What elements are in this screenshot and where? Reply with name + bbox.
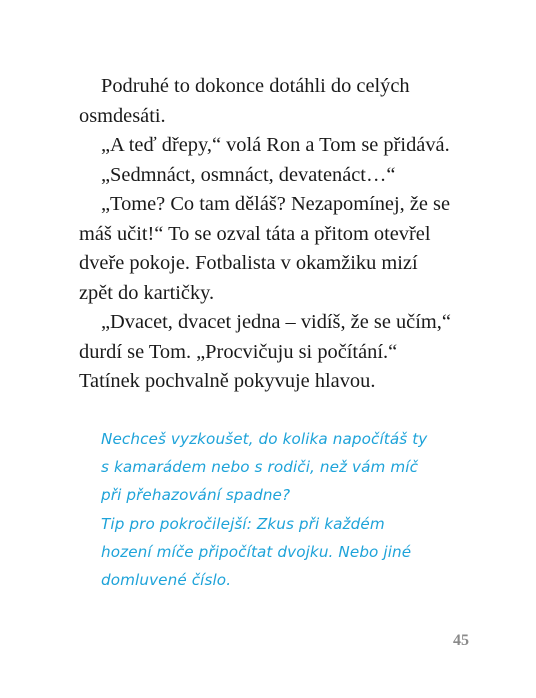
activity-line: při přehazování spadne? <box>101 486 291 505</box>
story-line: osmdesáti. <box>79 104 166 127</box>
story-line: máš učit!“ To se ozval táta a přitom otevřel <box>79 222 431 245</box>
story-line: zpět do kartičky. <box>79 281 215 304</box>
activity-line: Nechceš vyzkoušet, do kolika napočítáš ty <box>101 430 428 448</box>
story-line: „A teď dřepy,“ volá Ron a Tom se přidává. <box>101 134 450 156</box>
activity-line: hození míče připočítat dvojku. Nebo jiné <box>101 542 412 561</box>
activity-tip <box>101 425 501 594</box>
story-line: durdí se Tom. „Procvičuju si počítání.“ <box>79 340 398 363</box>
story-text <box>79 72 489 397</box>
story-line: dveře pokoje. Fotbalista v okamžiku mizí <box>79 252 418 274</box>
activity-line: Tip pro pokročilejší: Zkus při každém <box>101 514 385 533</box>
page-number: 45 <box>453 632 469 649</box>
story-line: „Sedmnáct, osmnáct, devatenáct…“ <box>101 163 396 186</box>
story-line: Tatínek pochvalně pokyvuje hlavou. <box>79 370 376 392</box>
activity-line: domluvené číslo. <box>101 571 232 590</box>
story-line: „Tome? Co tam děláš? Nezapomínej, že se <box>101 193 451 215</box>
story-line: Podruhé to dokonce dotáhli do celých <box>101 75 410 97</box>
activity-line: s kamarádem nebo s rodiči, než vám míč <box>101 458 419 477</box>
story-line: „Dvacet, dvacet jedna – vidíš, že se učím,“ <box>101 311 451 333</box>
